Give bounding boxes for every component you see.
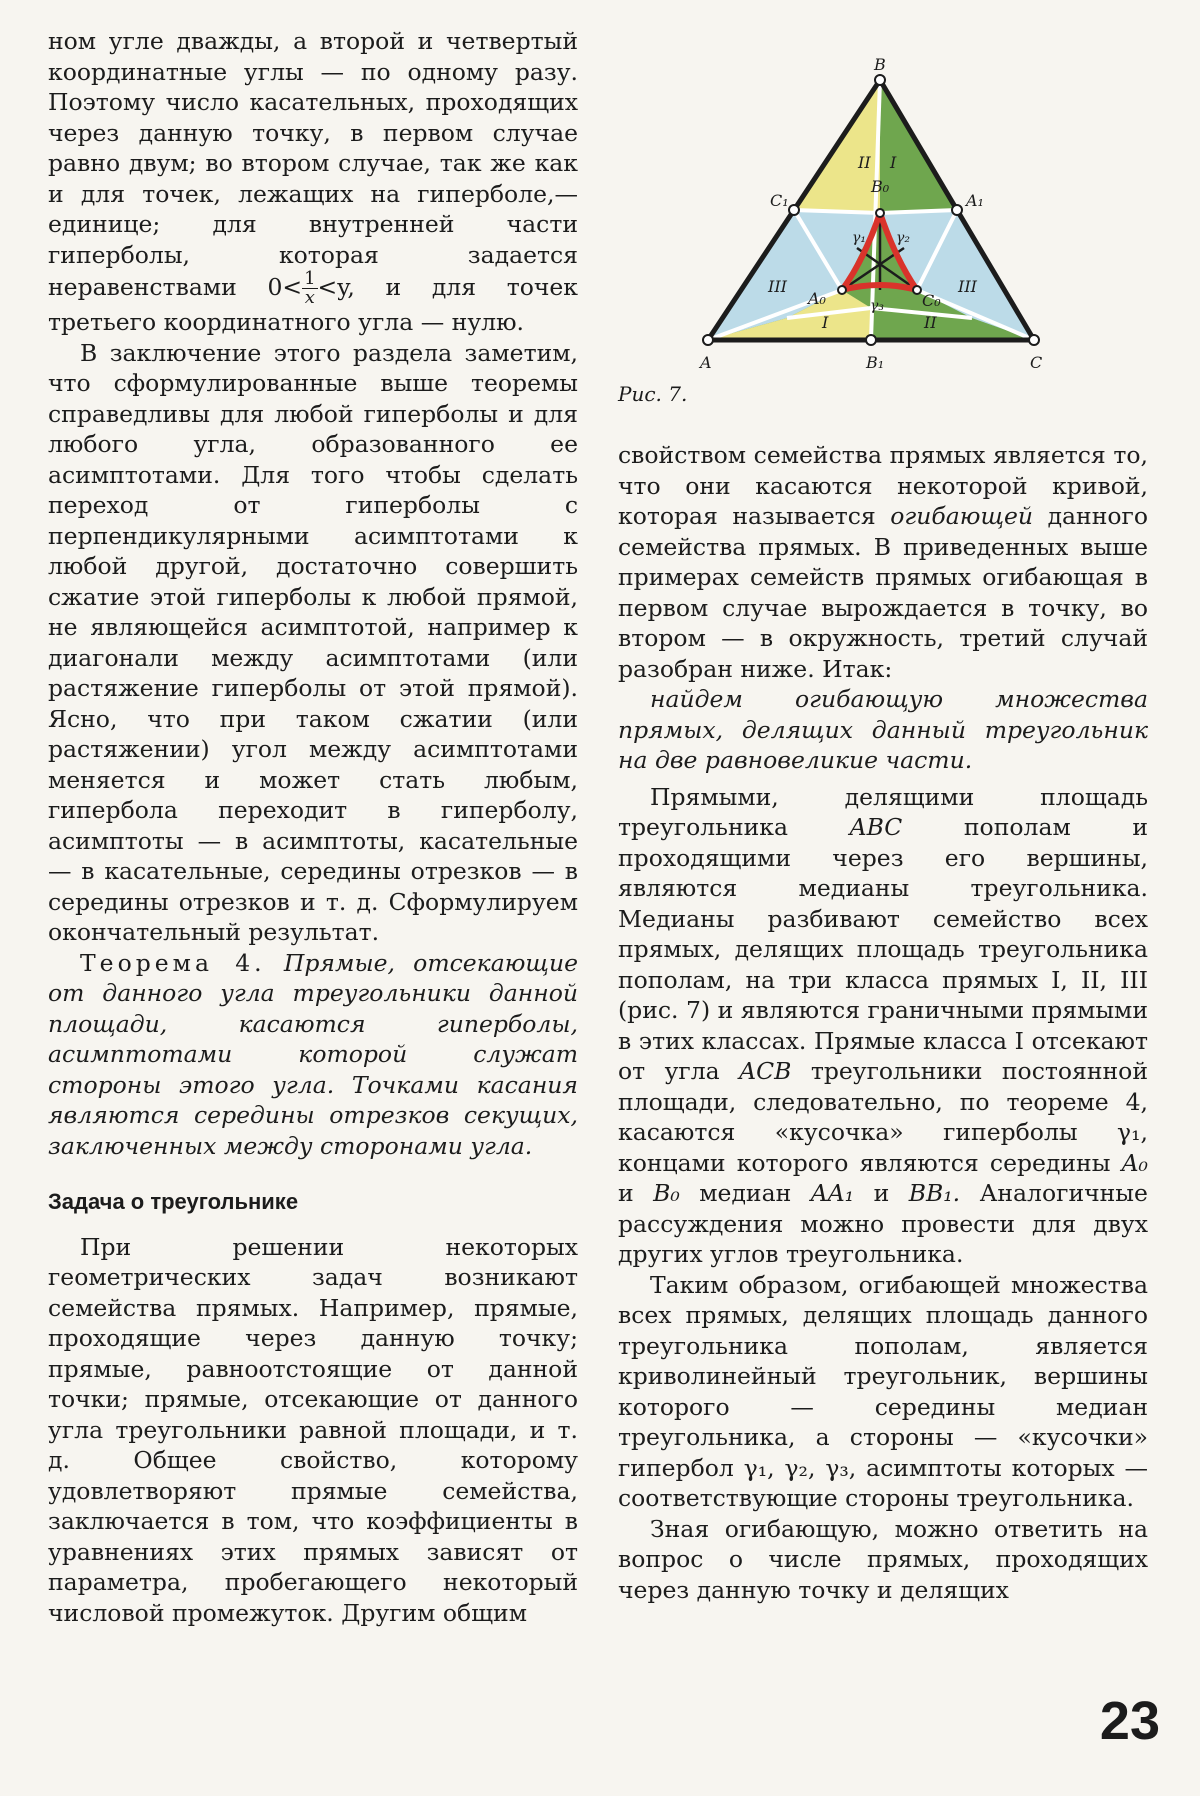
paragraph: Зная огибающую, можно ответить на вопрос о числе прямых, проходящих через данную точку и делящих — [618, 1514, 1148, 1604]
label-b1: B₁ — [866, 353, 885, 372]
paragraph: свойством семейства прямых является то, что они касаются некоторой кривой, которая называется огибающей данного семейства прямых. В приведенных выше примерах семейств прямых огибающая в первом случае вырождается в точку, во втором — в окружность, третий случай разобран ниже. Итак: — [618, 441, 1148, 683]
figure-caption: Рис. 7. — [618, 382, 688, 406]
label-c: C — [1030, 353, 1043, 372]
label-b: B — [874, 55, 886, 74]
paragraph: Прямыми, делящими площадь треугольника ABC пополам и проходящими через его вершины, являются медианы треугольника. Медианы разбивают семейство всех прямых, делящих площадь треугольника пополам, на три класса прямых I, II, III (рис. 7) и являются граничными прямыми в этих классах. Прямые класса I отсекают от угла ACB треугольники постоянной площади, следовательно, по теореме 4, касаются «кусочка» гиперболы γ₁, концами которого являются середины A₀ и B₀ медиан AA₁ и BB₁. Аналогичные рассуждения можно провести для двух других углов треугольника. — [618, 782, 1148, 1268]
task-statement: найдем огибающую множества прямых, делящих данный треугольник на две равновеликие части. — [618, 685, 1148, 774]
left-column — [48, 26, 578, 1628]
theorem — [48, 948, 578, 1162]
theorem-text: Прямые, отсекающие от данного угла треугольники данной площади, касаются гиперболы, асимптотами которой служат стороны этого угла. Точками касания являются середины отрезков секущих, заключенных между сторонами угла. — [48, 948, 578, 1160]
paragraph: В заключение этого раздела заметим, что сформулированные выше теоремы справедливы для любой гиперболы и для любого угла, образованного ее асимптотами. Для того чтобы сделать переход от гиперболы с перпендикулярными асимптотами к любой другой, достаточно совершить сжатие этой гиперболы к любой прямой, не являющейся асимптотой, например к диагонали между асимптотами (или растяжение гиперболы от этой прямой). Ясно, что при таком сжатии (или растяжении) угол между асимптотами меняется и может стать любым, гипербола переходит в гиперболу, асимптоты — в асимптоты, касательные — в касательные, середины отрезков — в середины отрезков и т. д. Сформулируем окончательный результат. — [48, 338, 578, 946]
label-class-ii-bottom: II — [924, 313, 937, 332]
label-c0: C₀ — [922, 291, 941, 310]
theorem-label: Теорема 4. — [80, 948, 266, 977]
paragraph: При решении некоторых геометрических задач возникают семейства прямых. Например, прямые, проходящие через данную точку; прямые, равноотстоящие от данной точки; прямые, отсекающие от данного угла треугольники равной площади, и т. д. Общее свойство, которому удовлетворяют прямые семейства, заключается в том, что коэффициенты в уравнениях этих прямых зависят от параметра, пробегающего некоторый числовой промежуток. Другим общим — [48, 1232, 578, 1627]
paragraph: Таким образом, огибающей множества всех прямых, делящих площадь данного треугольника пополам, является криволинейный треугольник, вершины которого — середины медиан треугольника, а стороны — «кусочки» гипербол γ₁, γ₂, γ₃, асимптоты которых — соответствующие стороны треугольника. — [618, 1270, 1148, 1512]
label-class-i-bottom: I — [822, 313, 829, 332]
label-a0: A₀ — [808, 289, 826, 308]
triangle-figure — [612, 28, 1172, 408]
label-g2: γ₂ — [896, 230, 910, 246]
label-class-iii-right: III — [958, 277, 977, 296]
label-class-i-top: I — [890, 153, 897, 172]
fraction: $\frac{1}{x}$ — [304, 268, 316, 308]
label-g1: γ₁ — [852, 230, 866, 246]
point-a — [703, 335, 713, 345]
label-g3: γ₃ — [870, 298, 884, 314]
right-column — [618, 440, 1148, 1605]
label-class-iii-left: III — [768, 277, 787, 296]
point-c0 — [913, 286, 921, 294]
page-number: 23 — [1099, 1691, 1160, 1751]
label-a1: A₁ — [966, 191, 984, 210]
point-a1 — [952, 205, 962, 215]
point-a0 — [838, 286, 846, 294]
point-c1 — [789, 205, 799, 215]
paragraph: ном угле дважды, а второй и четвертый координатные углы — по одному разу. Поэтому число касательных, проходящих через данную точку, в первом случае равно двум; во втором случае, так же как и для точек, лежащих на гиперболе,— единице; для внутренней части гиперболы, которая задается неравенствами 0< $\frac{1}{x}$ <y, и для точек третьего координатного угла — нулю. — [48, 27, 578, 336]
point-b — [875, 75, 885, 85]
point-c — [1029, 335, 1039, 345]
label-class-ii-top: II — [858, 153, 871, 172]
section-heading: Задача о треугольнике — [48, 1189, 299, 1214]
point-b1 — [866, 335, 876, 345]
label-a: A — [700, 353, 712, 372]
point-b0 — [876, 209, 884, 217]
label-c1: C₁ — [770, 191, 789, 210]
label-b0: B₀ — [871, 177, 890, 196]
